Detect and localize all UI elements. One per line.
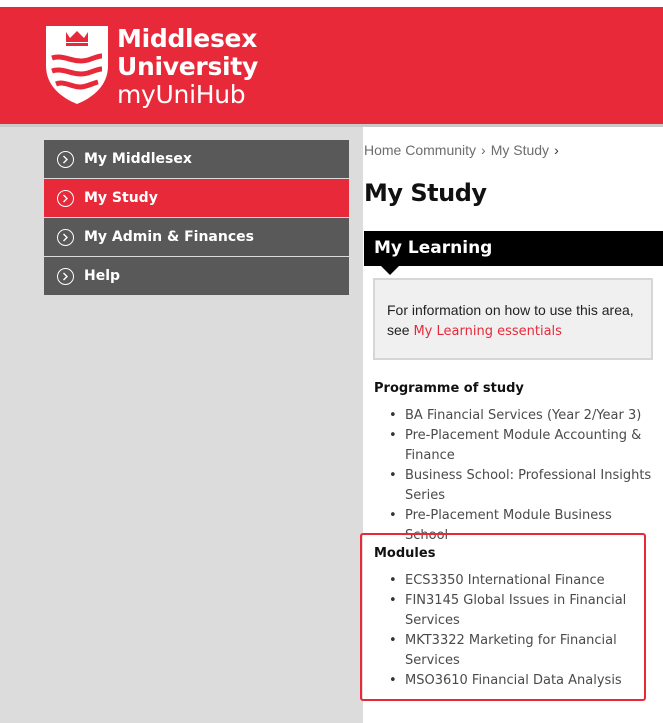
info-text: For information on how to use this area, — [387, 302, 634, 318]
breadcrumb-my-study[interactable]: My Study — [490, 142, 550, 158]
page-title: My Study — [364, 179, 487, 207]
header-top-strip — [0, 0, 663, 7]
nav-item-label: My Admin & Finances — [84, 229, 254, 245]
section-heading-pointer — [381, 266, 399, 275]
logo-line-myunihub: myUniHub — [117, 80, 246, 109]
info-text-line2 — [387, 320, 651, 342]
chevron-right-circle-icon — [57, 190, 74, 207]
logo-line-middlesex: Middlesex — [117, 24, 258, 53]
module-item[interactable]: • ECS3350 International Finance — [374, 571, 659, 591]
nav-item-my-admin-finances[interactable] — [44, 218, 349, 256]
info-box — [373, 278, 653, 360]
programme-item[interactable]: • Business School: Professional Insights Series — [374, 466, 659, 506]
programme-item[interactable]: • Pre-Placement Module Business School — [374, 506, 659, 546]
nav-item-label: My Study — [84, 190, 158, 206]
programme-list — [374, 406, 659, 546]
module-item[interactable]: • MSO3610 Financial Data Analysis — [374, 671, 659, 691]
nav-item-label: Help — [84, 268, 121, 284]
breadcrumb-home-community[interactable]: Home Community — [364, 142, 477, 158]
chevron-right-circle-icon — [57, 151, 74, 168]
breadcrumb-separator: › — [481, 142, 486, 158]
programme-heading: Programme of study — [374, 381, 524, 396]
university-logo[interactable] — [117, 25, 258, 109]
university-crest-icon[interactable] — [44, 24, 110, 106]
breadcrumb-separator: › — [554, 142, 559, 158]
nav-item-my-study[interactable] — [44, 179, 349, 217]
logo-line-university: University — [117, 52, 258, 81]
info-text-see: see — [387, 322, 410, 338]
modules-heading: Modules — [374, 546, 436, 561]
modules-list — [374, 571, 659, 691]
module-item[interactable]: • FIN3145 Global Issues in Financial Services — [374, 591, 659, 631]
my-learning-essentials-link[interactable]: My Learning essentials — [413, 324, 562, 339]
chevron-right-circle-icon — [57, 229, 74, 246]
nav-item-help[interactable] — [44, 257, 349, 295]
nav-item-my-middlesex[interactable] — [44, 140, 349, 178]
programme-item[interactable]: • Pre-Placement Module Accounting & Finance — [374, 426, 659, 466]
main-navigation — [44, 140, 349, 296]
programme-item[interactable]: • BA Financial Services (Year 2/Year 3) — [374, 406, 659, 426]
main-content — [363, 127, 663, 723]
nav-item-label: My Middlesex — [84, 151, 192, 167]
breadcrumb — [364, 142, 559, 158]
section-heading-my-learning: My Learning — [364, 231, 663, 266]
chevron-right-circle-icon — [57, 268, 74, 285]
module-item[interactable]: • MKT3322 Marketing for Financial Services — [374, 631, 659, 671]
